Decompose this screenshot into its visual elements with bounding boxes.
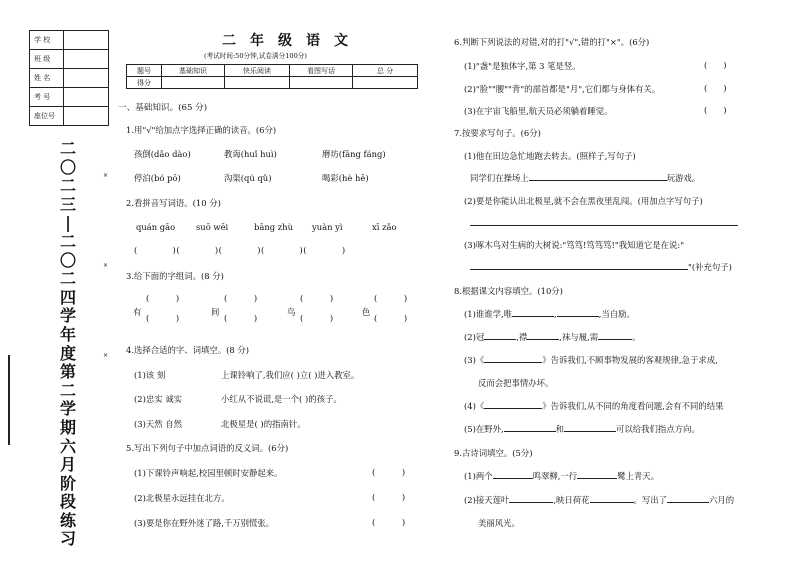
q3-char: 有 (133, 307, 142, 317)
vertical-title-char: 二 (59, 269, 76, 289)
vertical-title-char: 习 (59, 529, 76, 549)
q7-item: (2)要是你能认出北极星,就不会在黑夜里乱闯。(用加点字写句子) (464, 196, 703, 206)
vertical-title-char: 学 (59, 306, 76, 326)
q8-line[interactable] (464, 354, 718, 366)
vertical-title-char: 第 (59, 362, 76, 382)
vertical-title-char: 练 (59, 510, 76, 530)
q8-text: 反而会把事情办坏。 (478, 378, 554, 388)
answer-blank[interactable] (493, 470, 533, 479)
q4-title: 4.选择合适的字、词填空。(8 分) (126, 345, 250, 355)
q9-text: (2)接天莲叶 (464, 495, 510, 505)
q1-item[interactable]: 喝彩(hè hē) (322, 173, 369, 183)
page-title: 二年级语文 (222, 33, 362, 49)
q4-sentence[interactable]: 北极星是( )的指南针。 (221, 419, 306, 429)
q8-line[interactable] (464, 400, 723, 412)
q1-item[interactable]: 孩倒(dǎo dào) (134, 149, 191, 159)
section-title: 一、基础知识。(65 分) (118, 103, 208, 113)
q9-text: 鸣翠柳,一行 (532, 471, 578, 481)
answer-blank[interactable] (484, 400, 542, 409)
q8-line[interactable] (464, 308, 635, 320)
info-value[interactable] (64, 50, 109, 69)
q2-answer-brackets[interactable]: ( )( )( )( )( ) (134, 245, 346, 255)
q8-text: (2)冠 (464, 332, 485, 342)
score-header: 看图写话 (290, 65, 353, 77)
q8-text: ,袜与履,需 (559, 332, 599, 342)
q6-answer[interactable]: ( ) (704, 83, 727, 93)
q5-item: (1)下课铃声响起,校园里顿时安静起来。 (134, 468, 283, 478)
vertical-title-char: 学 (59, 399, 76, 419)
info-label: 学 校 (30, 31, 64, 50)
q9-text: 六月的 (709, 495, 735, 505)
q8-title: 8.根据课文内容填空。(10分) (454, 286, 563, 296)
info-label: 班 级 (30, 50, 64, 69)
q7-item: (1)他在田边急忙地跑去转去。(照样子,写句子) (464, 151, 636, 161)
answer-blank[interactable] (470, 217, 738, 226)
answer-blank[interactable] (484, 331, 516, 340)
q8-text: ,襟 (516, 332, 528, 342)
q6-item: (2)"脸""腰""背"的部首都是"月",它们都与身体有关。 (464, 84, 661, 94)
q7-fill-prefix: 同学们在操场上 (470, 173, 529, 183)
q8-text: (3)《 (464, 355, 485, 365)
answer-blank[interactable] (512, 308, 554, 317)
q1-item[interactable]: 停泊(bó pō) (134, 173, 181, 183)
q9-line[interactable] (464, 470, 659, 482)
answer-blank[interactable] (598, 331, 632, 340)
vertical-title-char: 〇 (59, 250, 76, 270)
score-table (126, 64, 418, 89)
q6-answer[interactable]: ( ) (704, 60, 727, 70)
vertical-title-char: 二 (59, 176, 76, 196)
q3-char: 鸟 (287, 307, 296, 317)
score-cell[interactable] (353, 77, 418, 89)
q8-line[interactable] (464, 331, 641, 343)
q8-text: 》告诉我们,不顾事物发展的客观规律,急于求成, (542, 355, 718, 365)
q3-char: 间 (211, 307, 220, 317)
q2-title: 2.看拼音写词语。(10 分) (126, 198, 221, 208)
q3-brackets[interactable]: ( ) ( ) (300, 293, 334, 323)
score-header: 题号 (127, 65, 162, 77)
info-value[interactable] (64, 107, 109, 126)
q3-title: 3.给下面的字组词。(8 分) (126, 271, 224, 281)
q9-text: (1)两个 (464, 471, 493, 481)
answer-blank[interactable] (527, 331, 559, 340)
q7-fill-line[interactable] (470, 172, 700, 184)
q8-line[interactable] (464, 423, 700, 435)
q5-title: 5.写出下列句子中加点词语的反义词。(6分) (126, 443, 289, 453)
cut-mark: × (103, 172, 109, 179)
q4-options: (2)忠实 诚实 (134, 394, 183, 404)
q7-fill-line[interactable] (470, 261, 732, 273)
q4-sentence[interactable]: 上课铃响了,我们应( )立( )进入教室。 (221, 370, 360, 380)
q2-pinyin: yuàn yì (312, 222, 343, 232)
answer-blank[interactable] (509, 494, 553, 503)
q8-text: 。 (632, 332, 641, 342)
q7-answer-line[interactable] (470, 217, 738, 228)
q8-text: (1)谁谁学,唯 (464, 309, 513, 319)
score-header: 基础知识 (162, 65, 225, 77)
q9-text: 。写出了 (633, 495, 668, 505)
q9-text: ,映日荷花 (553, 495, 590, 505)
q1-title: 1.用"√"给加点字选择正确的读音。(6分) (126, 125, 277, 135)
q8-text: 》告诉我们,从不同的角度看问题,会有不同的结果 (542, 401, 724, 411)
q4-sentence[interactable]: 小红从不说谎,是一个( )的孩子。 (221, 394, 342, 404)
answer-blank[interactable] (529, 172, 667, 181)
q5-answer[interactable]: ( ) (372, 467, 406, 477)
q3-brackets[interactable]: ( ) ( ) (224, 293, 258, 323)
q8-text: 可以给我们指点方向。 (616, 424, 700, 434)
vertical-exam-title (57, 140, 79, 549)
vertical-title-char: 段 (59, 492, 76, 512)
answer-blank[interactable] (470, 261, 688, 270)
vertical-title-char: 月 (59, 455, 76, 475)
q2-pinyin: xī zǎo (372, 222, 397, 232)
vertical-title-char: 四 (59, 287, 76, 307)
vertical-title-char: 年 (59, 324, 76, 344)
cut-mark: × (103, 262, 109, 269)
answer-blank[interactable] (504, 423, 556, 432)
info-label: 座位号 (30, 107, 64, 126)
q9-text: 鹭上青天。 (617, 471, 660, 481)
q8-text: 和 (555, 424, 565, 434)
vertical-title-char: 二 (59, 231, 76, 251)
answer-blank[interactable] (557, 308, 599, 317)
answer-blank[interactable] (564, 423, 616, 432)
vertical-title-char: 期 (59, 417, 76, 437)
q7-title: 7.按要求写句子。(6分) (454, 128, 541, 138)
q2-pinyin: quán gāo (136, 222, 176, 232)
q8-text: (4)《 (464, 401, 485, 411)
vertical-title-char: 二 (59, 139, 76, 158)
q9-text: 美丽风光。 (478, 518, 520, 528)
q3-brackets[interactable]: ( ) ( ) (374, 293, 408, 323)
vertical-title-char: 六 (59, 436, 76, 456)
q7-fill-suffix: 玩游戏。 (666, 173, 701, 183)
q6-item: (1)"盏"是独体字,第 3 笔是竖。 (464, 61, 581, 71)
q4-options: (1)该 刻 (134, 370, 166, 380)
q8-text: (5)在野外, (464, 424, 504, 434)
vertical-title-char: | (65, 213, 71, 233)
q5-answer[interactable]: ( ) (372, 517, 406, 527)
q5-answer[interactable]: ( ) (372, 492, 406, 502)
info-label: 姓 名 (30, 69, 64, 88)
q7-fill-suffix: "(补充句子) (688, 262, 732, 272)
vertical-title-char: 三 (59, 194, 76, 214)
q3-brackets[interactable]: ( ) ( ) (146, 293, 180, 323)
score-header: 总 分 (353, 65, 418, 77)
q1-item[interactable]: 教诲(huǐ huì) (224, 149, 277, 159)
page-subtitle: (考试时间:50分钟,试卷满分100分) (204, 52, 307, 60)
q6-answer[interactable]: ( ) (704, 105, 727, 115)
answer-blank[interactable] (484, 354, 542, 363)
q5-item: (2)北极星永远挂在北方。 (134, 493, 230, 503)
answer-blank[interactable] (577, 470, 617, 479)
q5-item: (3)要是你在野外迷了路,千万别慌张。 (134, 518, 275, 528)
answer-blank[interactable] (667, 494, 709, 503)
answer-blank[interactable] (590, 494, 634, 503)
info-value[interactable] (64, 69, 109, 88)
score-cell[interactable] (162, 77, 225, 89)
vertical-title-char: 〇 (59, 157, 76, 177)
q9-line[interactable] (464, 494, 734, 506)
q1-item[interactable]: 沟渠(qú qǔ) (224, 173, 272, 183)
score-cell[interactable] (225, 77, 290, 89)
cut-mark: × (103, 352, 109, 359)
score-cell[interactable] (290, 77, 353, 89)
info-value[interactable] (64, 31, 109, 50)
q8-text: ,当自励。 (598, 309, 635, 319)
q4-options: (3)天然 自然 (134, 419, 183, 429)
vertical-title-char: 二 (59, 380, 76, 400)
score-row-label: 得分 (127, 77, 162, 89)
student-info-table (29, 30, 109, 126)
score-header: 快乐阅读 (225, 65, 290, 77)
info-value[interactable] (64, 88, 109, 107)
q2-pinyin: suō wēi (196, 222, 229, 232)
q2-pinyin: bāng zhù (254, 222, 293, 232)
q9-title: 9.古诗词填空。(5分) (454, 448, 533, 458)
q6-title: 6.判断下列说法的对错,对的打"√",错的打"×"。(6分) (454, 37, 650, 47)
q3-char: 色 (362, 307, 371, 317)
info-label: 考 号 (30, 88, 64, 107)
q8-text: , (554, 309, 557, 319)
binding-line (8, 355, 10, 445)
q6-item: (3)在宇宙飞船里,航天员必须躺着睡觉。 (464, 106, 613, 116)
vertical-title-char: 度 (59, 343, 76, 363)
vertical-title-char: 阶 (59, 473, 76, 493)
q7-item: (3)啄木鸟对生病的大树说:"笃笃!笃笃笃!"我知道它是在说:" (464, 240, 685, 250)
q1-item[interactable]: 磨坊(fāng fáng) (322, 149, 386, 159)
